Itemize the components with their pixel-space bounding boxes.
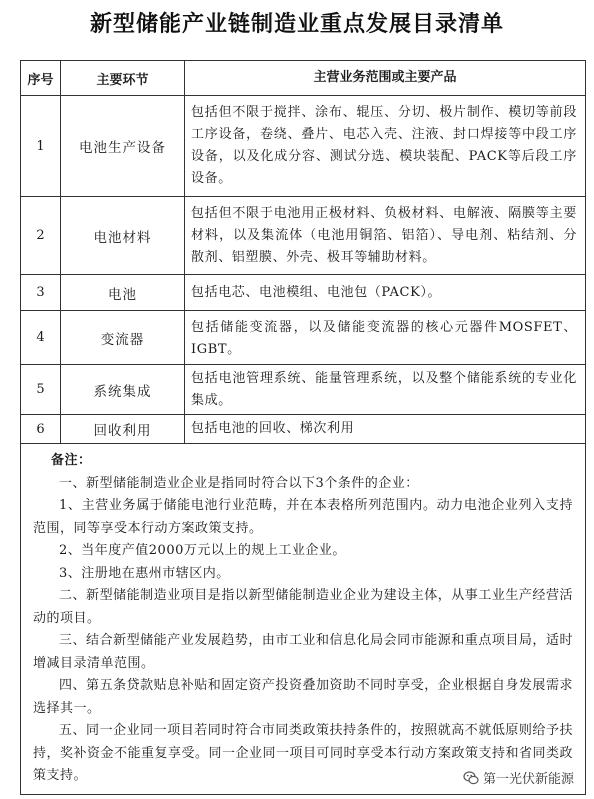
table-row <box>21 197 585 275</box>
table-row <box>21 365 585 415</box>
row-seq: 3 <box>21 275 61 310</box>
note-item: 2、当年度产值2000万元以上的规上工业企业。 <box>59 543 346 558</box>
row-scope: 包括电池的回收、梯次利用 <box>191 421 355 436</box>
row-segment: 电池生产设备 <box>61 96 185 196</box>
row-segment: 电池材料 <box>61 197 185 274</box>
document-title: 新型储能产业链制造业重点发展目录清单 <box>89 12 504 37</box>
note-item: 一、新型储能制造业企业是指同时符合以下3个条件的企业： <box>59 475 419 491</box>
table-row <box>21 415 585 444</box>
notes-section <box>21 444 585 794</box>
header-seq: 序号 <box>21 61 61 95</box>
note-item: 1、主营业务属于储能电池行业范畴，并在本表格所列范围内。动力电池企业列入支持范围，同等享受本行动方案政策支持。 <box>33 498 573 536</box>
note-item: 二、新型储能制造业项目是指以新型储能制造业企业为建设主体，从事工业生产经营活动的项目。 <box>33 588 573 626</box>
row-seq: 1 <box>21 96 61 196</box>
row-scope: 包括但不限于搅拌、涂布、辊压、分切、极片制作、模切等前段工序设备，卷绕、叠片、电芯入壳、注液、封口焊接等中段工序设备，以及化成分容、测试分选、模块装配、PACK等后段工序设备。 <box>191 105 577 186</box>
table-row <box>21 96 585 197</box>
row-segment: 电池 <box>61 275 185 310</box>
row-seq: 4 <box>21 311 61 364</box>
note-item: 五、同一企业同一项目若同时符合市同类政策扶持条件的，按照就高不就低原则给予扶持，奖补资金不能重复享受。同一企业同一项目可同时享受本行动方案政策支持和省同类政策支持。 <box>33 723 574 783</box>
header-scope: 主营业务范围或主要产品 <box>313 70 457 85</box>
note-item: 三、结合新型储能产业发展趋势，由市工业和信息化局会同市能源和重点项目局，适时增减目录清单范围。 <box>33 633 573 671</box>
row-segment: 系统集成 <box>61 365 185 414</box>
row-segment: 变流器 <box>61 311 185 364</box>
row-segment: 回收利用 <box>61 415 185 443</box>
wechat-icon <box>463 770 479 786</box>
watermark-text: 第一光伏新能源 <box>482 772 574 787</box>
notes-title: 备注： <box>51 453 92 468</box>
source-watermark <box>461 768 576 787</box>
row-seq: 2 <box>21 197 61 274</box>
catalog-table <box>20 60 586 795</box>
row-scope: 包括储能变流器，以及储能变流器的核心元器件MOSFET、IGBT。 <box>191 320 577 357</box>
note-item: 3、注册地在惠州市辖区内。 <box>59 565 230 581</box>
note-item: 四、第五条贷款贴息补贴和固定资产投资叠加资助不同时享受，企业根据自身发展需求选择其一。 <box>33 678 573 716</box>
row-scope: 包括电芯、电池模组、电池包（PACK）。 <box>191 285 442 300</box>
table-row <box>21 311 585 365</box>
row-scope: 包括但不限于电池用正极材料、负极材料、电解液、隔膜等主要材料，以及集流体（电池用铜箔、铝箔）、导电剂、粘结剂、分散剂、铝塑膜、外壳、极耳等辅助材料。 <box>191 206 577 265</box>
header-segment: 主要环节 <box>61 61 185 95</box>
table-row <box>21 275 585 311</box>
row-seq: 6 <box>21 415 61 443</box>
table-header-row <box>21 61 585 96</box>
row-scope: 包括电池管理系统、能量管理系统，以及整个储能系统的专业化集成。 <box>191 371 577 408</box>
row-seq: 5 <box>21 365 61 414</box>
